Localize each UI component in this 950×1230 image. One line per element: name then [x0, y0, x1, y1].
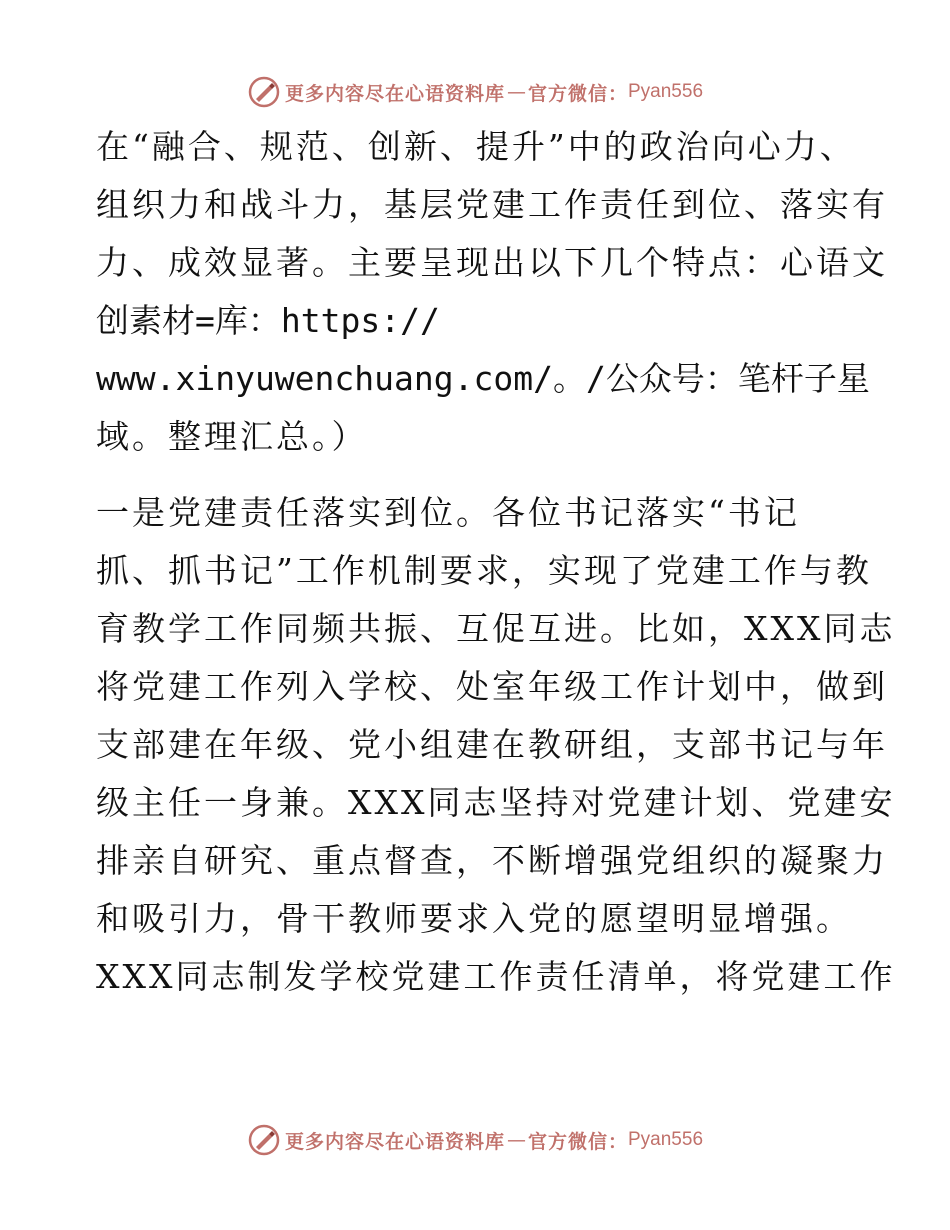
- paragraph-2: [96, 484, 896, 1006]
- text-line: XXX同志制发学校党建工作责任清单，将党建工作: [96, 957, 896, 996]
- text-line: 一是党建责任落实到位。各位书记落实“书记: [96, 493, 800, 532]
- text-line: 育教学工作同频共振、互促互进。比如，XXX同志: [96, 609, 896, 648]
- footer-watermark: [0, 1120, 950, 1160]
- watermark-suffix: 官方微信：: [527, 1130, 628, 1153]
- text-line: 和吸引力，骨干教师要求入党的愿望明显增强。: [96, 899, 852, 938]
- paragraph-1: [96, 118, 888, 466]
- document-body: [96, 118, 896, 1006]
- text-line: 排亲自研究、重点督查，不断增强党组织的凝聚力: [96, 841, 888, 880]
- text-line: 级主任一身兼。XXX同志坚持对党建计划、党建安: [96, 783, 896, 822]
- watermark-separator: —: [506, 1129, 526, 1151]
- watermark-separator: —: [506, 81, 526, 103]
- header-watermark: [0, 72, 950, 112]
- text-line: 创素材=库：https://: [96, 301, 440, 340]
- watermark-suffix: 官方微信：: [527, 82, 628, 105]
- watermark-handle: Pyan556: [628, 1129, 704, 1150]
- pen-seal-icon: [247, 1123, 281, 1157]
- watermark-text: 更多内容尽在心语资料库: [284, 1130, 505, 1153]
- text-line: 支部建在年级、党小组建在教研组，支部书记与年: [96, 725, 888, 764]
- paragraph-gap: [96, 466, 856, 484]
- watermark-text: 更多内容尽在心语资料库: [284, 82, 505, 105]
- text-line: www.xinyuwenchuang.com/。/公众号：笔杆子星: [96, 359, 870, 398]
- text-line: 抓、抓书记”工作机制要求，实现了党建工作与教: [96, 551, 872, 590]
- text-line: 组织力和战斗力，基层党建工作责任到位、落实有: [96, 185, 888, 224]
- watermark-handle: Pyan556: [628, 81, 704, 102]
- text-line: 域。整理汇总。）: [96, 417, 368, 456]
- text-line: 力、成效显著。主要呈现出以下几个特点：心语文: [96, 243, 888, 282]
- text-line: 将党建工作列入学校、处室年级工作计划中，做到: [96, 667, 888, 706]
- pen-seal-icon: [247, 75, 281, 109]
- text-line: 在“融合、规范、创新、提升”中的政治向心力、: [96, 127, 856, 166]
